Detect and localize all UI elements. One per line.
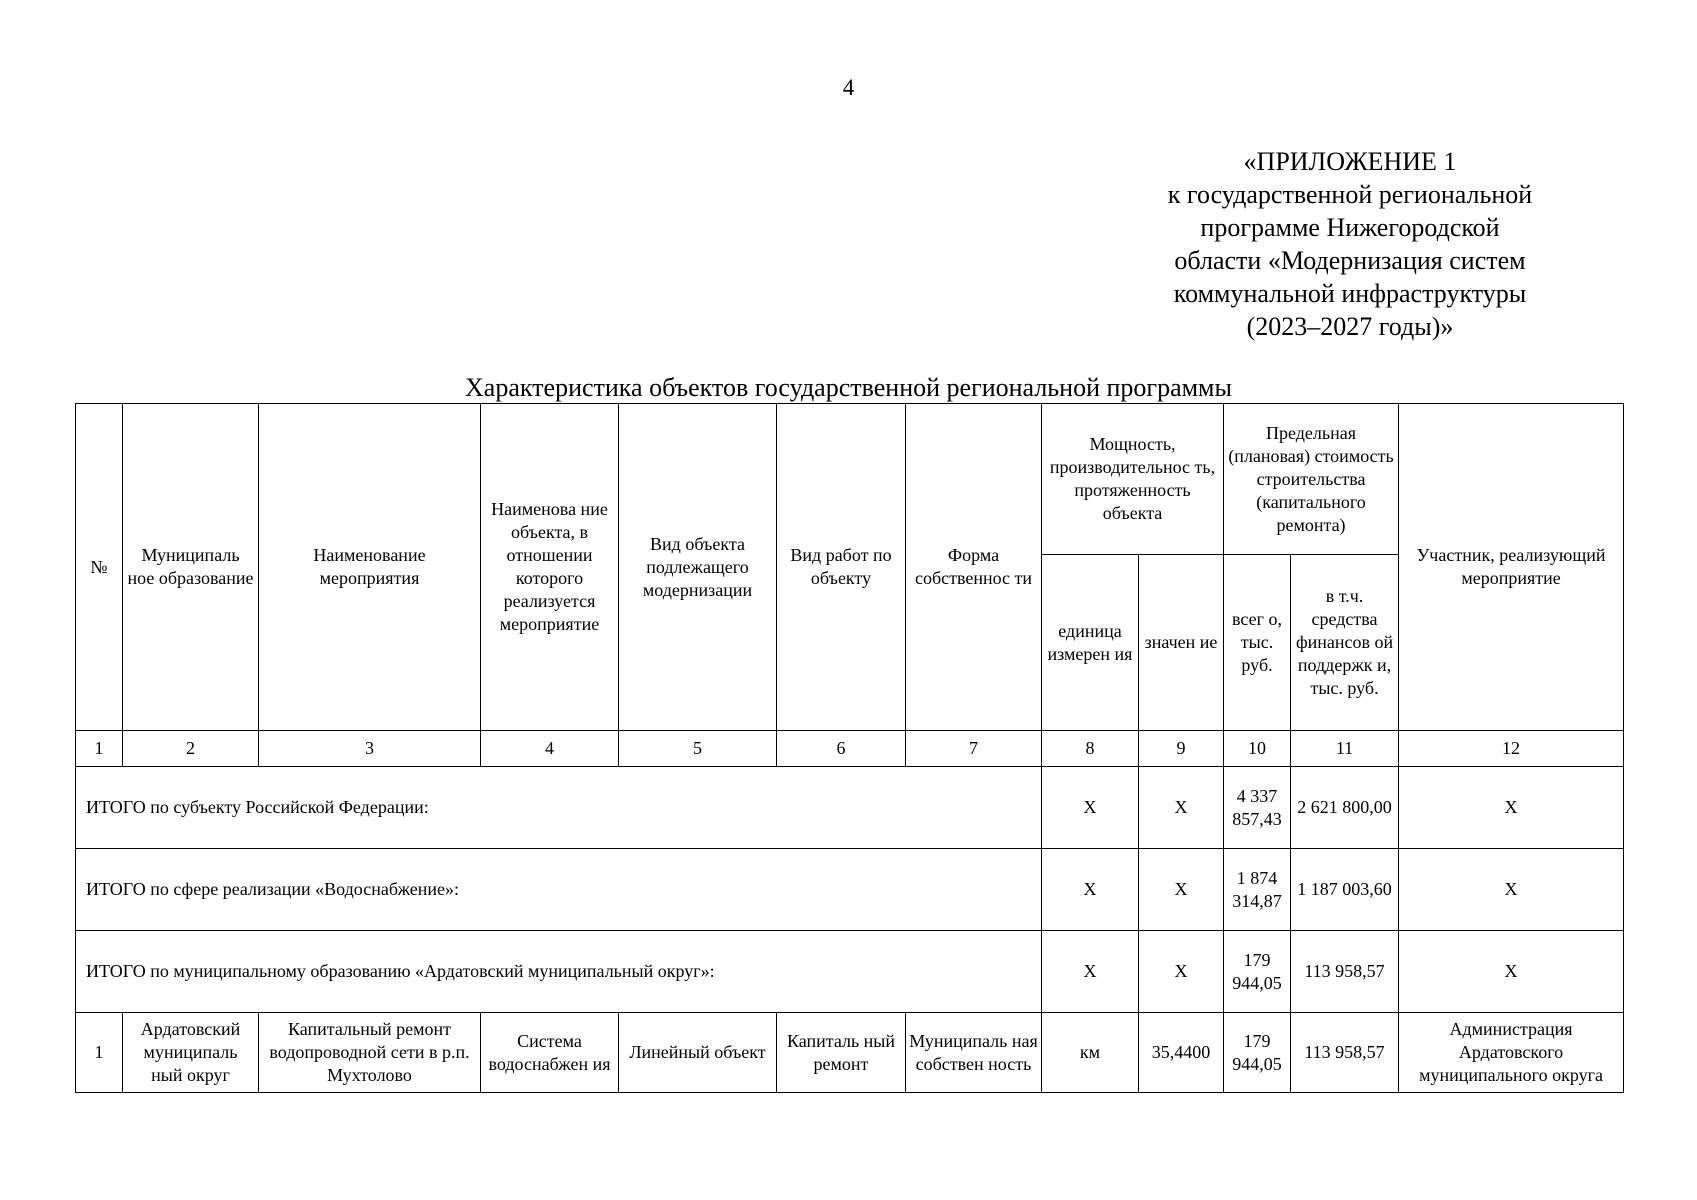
row-value: 35,4400 — [1139, 1013, 1224, 1093]
summary-participant: X — [1399, 849, 1624, 931]
page-number: 4 — [842, 75, 855, 100]
column-number: 5 — [619, 731, 777, 767]
header-row — [76, 404, 1624, 555]
row-unit: км — [1042, 1013, 1139, 1093]
row-participant: Администрация Ардатовского муниципального округа — [1399, 1013, 1624, 1093]
summary-support: 1 187 003,60 — [1291, 849, 1399, 931]
appendix-header — [1140, 145, 1560, 343]
appendix-line: к государственной региональной — [1167, 180, 1533, 209]
summary-value: X — [1139, 767, 1224, 849]
header-object-name: Наименова ние объекта, в отношении которого реализуется мероприятие — [481, 404, 619, 731]
document-title: Характеристика объектов государственной региональной программы — [465, 373, 1232, 402]
summary-label: ИТОГО по сфере реализации «Водоснабжение»: — [76, 849, 1042, 931]
header-work-type: Вид работ по объекту — [777, 404, 906, 731]
appendix-line: программе Нижегородской — [1200, 213, 1500, 242]
summary-value: X — [1139, 849, 1224, 931]
column-number: 10 — [1224, 731, 1291, 767]
column-number-row — [76, 731, 1624, 767]
row-object-type: Линейный объект — [619, 1013, 777, 1093]
column-number: 11 — [1291, 731, 1399, 767]
row-ownership: Муниципаль ная собствен ность — [906, 1013, 1042, 1093]
summary-unit: X — [1042, 849, 1139, 931]
column-number: 12 — [1399, 731, 1624, 767]
appendix-line: области «Модернизация систем — [1174, 246, 1526, 275]
column-number: 7 — [906, 731, 1042, 767]
appendix-line: (2023–2027 годы)» — [1246, 312, 1454, 341]
header-ownership: Форма собственнос ти — [906, 404, 1042, 731]
table-row — [76, 1013, 1624, 1093]
row-num: 1 — [76, 1013, 123, 1093]
summary-label: ИТОГО по муниципальному образованию «Ардатовский муниципальный округ»: — [76, 931, 1042, 1013]
row-object-name: Система водоснабжен ия — [481, 1013, 619, 1093]
header-num: № — [76, 404, 123, 731]
header-cost-group: Предельная (плановая) стоимость строительства (капитального ремонта) — [1224, 404, 1399, 555]
summary-participant: X — [1399, 767, 1624, 849]
column-number: 6 — [777, 731, 906, 767]
header-unit: единица измерен ия — [1042, 555, 1139, 731]
summary-row — [76, 931, 1624, 1013]
appendix-line: «ПРИЛОЖЕНИЕ 1 — [1243, 147, 1457, 176]
summary-participant: X — [1399, 931, 1624, 1013]
header-object-type: Вид объекта подлежащего модернизации — [619, 404, 777, 731]
appendix-line: коммунальной инфраструктуры — [1173, 279, 1527, 308]
objects-table — [75, 403, 1624, 1093]
summary-total: 1 874 314,87 — [1224, 849, 1291, 931]
row-municipality: Ардатовский муниципаль ный округ — [123, 1013, 259, 1093]
header-capacity-group: Мощность, производительнос ть, протяженность объекта — [1042, 404, 1224, 555]
header-measure: Наименование мероприятия — [259, 404, 481, 731]
header-value: значен ие — [1139, 555, 1224, 731]
summary-unit: X — [1042, 767, 1139, 849]
column-number: 9 — [1139, 731, 1224, 767]
column-number: 3 — [259, 731, 481, 767]
column-number: 1 — [76, 731, 123, 767]
summary-total: 4 337 857,43 — [1224, 767, 1291, 849]
summary-row — [76, 849, 1624, 931]
header-total: всег о, тыс. руб. — [1224, 555, 1291, 731]
column-number: 8 — [1042, 731, 1139, 767]
header-participant: Участник, реализующий мероприятие — [1399, 404, 1624, 731]
summary-support: 113 958,57 — [1291, 931, 1399, 1013]
summary-label: ИТОГО по субъекту Российской Федерации: — [76, 767, 1042, 849]
summary-value: X — [1139, 931, 1224, 1013]
summary-support: 2 621 800,00 — [1291, 767, 1399, 849]
row-total: 179 944,05 — [1224, 1013, 1291, 1093]
header-municipality: Муниципаль ное образование — [123, 404, 259, 731]
summary-unit: X — [1042, 931, 1139, 1013]
header-support: в т.ч. средства финансов ой поддержк и, тыс. руб. — [1291, 555, 1399, 731]
summary-row — [76, 767, 1624, 849]
column-number: 2 — [123, 731, 259, 767]
row-measure: Капитальный ремонт водопроводной сети в р.п. Мухтолово — [259, 1013, 481, 1093]
row-work-type: Капиталь ный ремонт — [777, 1013, 906, 1093]
row-support: 113 958,57 — [1291, 1013, 1399, 1093]
summary-total: 179 944,05 — [1224, 931, 1291, 1013]
column-number: 4 — [481, 731, 619, 767]
